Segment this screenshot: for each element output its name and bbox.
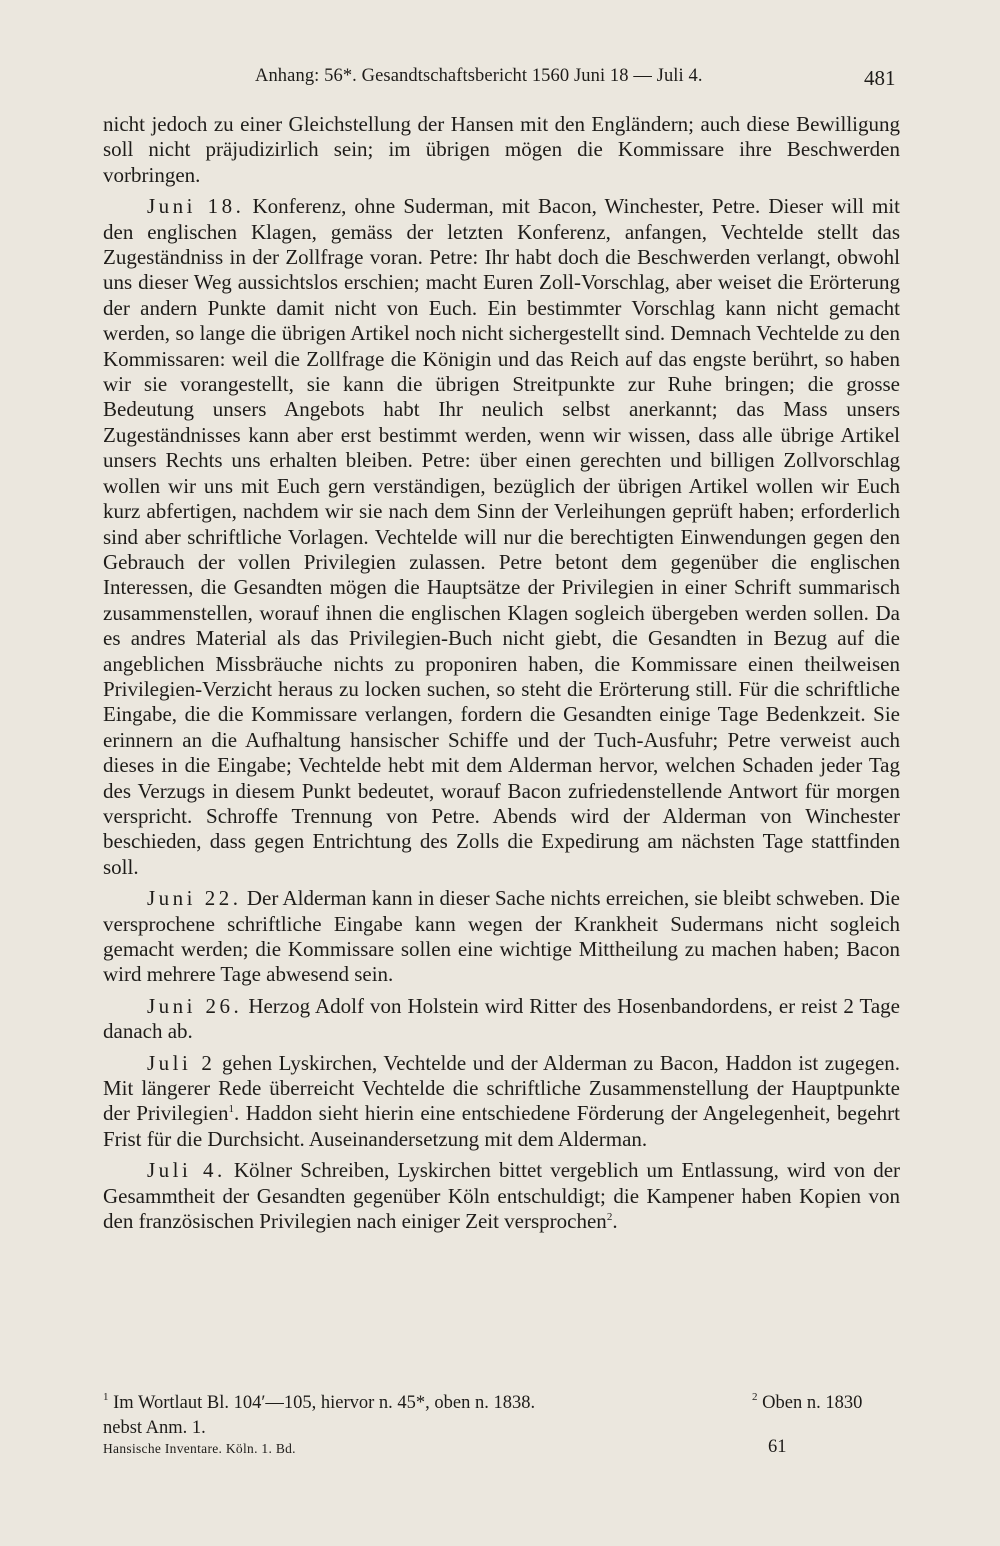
footnote-text: Im Wortlaut Bl. 104′—105, hiervor n. 45*, oben n. 1838. bbox=[113, 1393, 536, 1413]
paragraph bbox=[103, 1158, 900, 1234]
paragraph bbox=[103, 194, 900, 880]
paragraph bbox=[103, 112, 900, 188]
paragraph-text: Konferenz, ohne Suderman, mit Bacon, Winchester, Petre. Dieser will mit den englischen Klagen, gemäss der letzten Konferenz, anfangen, Vechtelde stellt das Zugeständniss in der Zollfrage voran. Petre: Ihr habt doch die Beschwerden verlangt, obwohl uns dieser Weg aussichtslos erschien; macht Euren Zoll-Vorschlag, aber weiset die Erörterung der andern Punkte damit nicht von Euch. Ein bestimmter Vorschlag kann nicht gemacht werden, so lange die übrigen Artikel noch nicht sichergestellt sind. Demnach Vechtelde zu den Kommissaren: weil die Zollfrage die Königin und das Reich auf das engste berührt, so haben wir sie vorangestellt, sie kann die übrigen Streitpunkte zur Ruhe bringen; die grosse Bedeutung unsers Angebots habt Ihr neulich selbst anerkannt; das Mass unsers Zugeständnisses kann aber erst bestimmt werden, wenn wir wissen, dass alle übrige Artikel unsers Rechts uns erhalten bleiben. Petre: über einen gerechten und billigen Zollvorschlag wollen wir uns mit Euch gern verständigen, bezüglich der übrigen Artikel wollen wir Euch kurz abfertigen, nachdem wir sie nach dem Sinn der Verleihungen geprüft haben; erforderlich sind aber schriftliche Vorlagen. Vechtelde will nur die berechtigten Einwendungen gegen den Gebrauch der vollen Privilegien zulassen. Petre betont dem gegenüber die englischen Interessen, die Gesandten mögen die Hauptsätze der Privilegien in einer Schrift summarisch zusammenstellen, worauf ihnen die englischen Klagen sogleich übergeben werden sollen. Da es andres Material als das Privilegien-Buch nicht giebt, die Gesandten in Bezug auf die angeblichen Missbräuche nichts zu proponiren haben, die Kommissare einen theilweisen Privilegien-Verzicht heraus zu locken suchen, so steht die Erörterung still. Für die schriftliche Eingabe, die die Kommissare verlangen, fordern die Gesandten einige Tage Bedenkzeit. Sie erinnern an die Aufhaltung hansischer Schiffe und der Tuch-Ausfuhr; Petre verweist auch dieses in die Eingabe; Vechtelde hebt mit dem Alderman hervor, welchen Schaden jeder Tag des Verzugs in diesem Punkt bedeutet, worauf Bacon zufriedenstellende Antwort für morgen verspricht. Schroffe Trennung von Petre. Abends wird der Alderman von Winchester beschieden, dass gegen Entrichtung des Zolls die Expedirung am nächsten Tage stattfinden soll. bbox=[103, 194, 901, 879]
paragraph bbox=[103, 994, 900, 1045]
footnote-mark: 2 bbox=[752, 1391, 758, 1403]
entry-date: Juli 4. bbox=[147, 1158, 226, 1183]
body-text bbox=[103, 112, 900, 1240]
page-number: 481 bbox=[864, 66, 896, 90]
entry-date: Juni 22. bbox=[147, 886, 242, 911]
paragraph-text: gehen Lyskirchen, Vechtelde und der Alderman zu Bacon, Haddon ist zugegen. Mit längerer Rede überreicht Vechtelde die schriftliche Zusammenstellung der Hauptpunkte der Privilegien bbox=[103, 1050, 901, 1126]
paragraph-text: nicht jedoch zu einer Gleichstellung der Hansen mit den Engländern; auch diese Bewilligung soll nicht präjudizirlich sein; im übrigen mögen die Kommissare ihre Beschwerden vorbringen. bbox=[103, 112, 900, 187]
imprint-line: Hansische Inventare. Köln. 1. Bd. bbox=[103, 1441, 296, 1456]
running-title: Anhang: 56*. Gesandtschaftsbericht 1560 Juni 18 — Juli 4. bbox=[255, 66, 703, 86]
footnote-text: Oben n. 1830 bbox=[762, 1393, 863, 1413]
paragraph-text: . Haddon sieht hierin eine entschiedene Förderung der Angelegenheit, begehrt Frist für die Durchsicht. Auseinandersetzung mit dem Alderman. bbox=[103, 1101, 901, 1151]
entry-date: Juni 18. bbox=[147, 194, 245, 219]
entry-date: Juni 26. bbox=[147, 993, 243, 1018]
paragraph-text: Der Alderman kann in dieser Sache nichts erreichen, sie bleibt schweben. Die versprochene schriftliche Eingabe kann wegen der Krankheit Sudermans nicht sogleich gemacht werden; die Kommissare sollen eine wichtige Mittheilung zu machen haben; Bacon wird mehrere Tage abwesend sein. bbox=[103, 886, 900, 987]
footnote-ref: 1 bbox=[228, 1103, 234, 1116]
paragraph bbox=[103, 886, 900, 988]
footnote-ref: 2 bbox=[606, 1211, 613, 1224]
paragraph-text: . bbox=[612, 1209, 618, 1234]
footnote-1-continuation: nebst Anm. 1. bbox=[103, 1418, 206, 1438]
footnote-mark: 1 bbox=[103, 1391, 109, 1403]
footnote-2 bbox=[752, 1393, 862, 1414]
sheet-signature: 61 bbox=[768, 1437, 787, 1457]
paragraph bbox=[103, 1051, 900, 1153]
entry-date: Juli 2 bbox=[147, 1050, 216, 1075]
paragraph-text: Kölner Schreiben, Lyskirchen bittet vergeblich um Entlassung, wird von der Gesammtheit der Gesandten gegenüber Köln entschuldigt; die Kampener haben Kopien von den französischen Privilegien nach einiger Zeit versprochen bbox=[103, 1158, 901, 1234]
paragraph-text: Herzog Adolf von Holstein wird Ritter des Hosenbandordens, er reist 2 Tage danach ab. bbox=[103, 993, 900, 1044]
